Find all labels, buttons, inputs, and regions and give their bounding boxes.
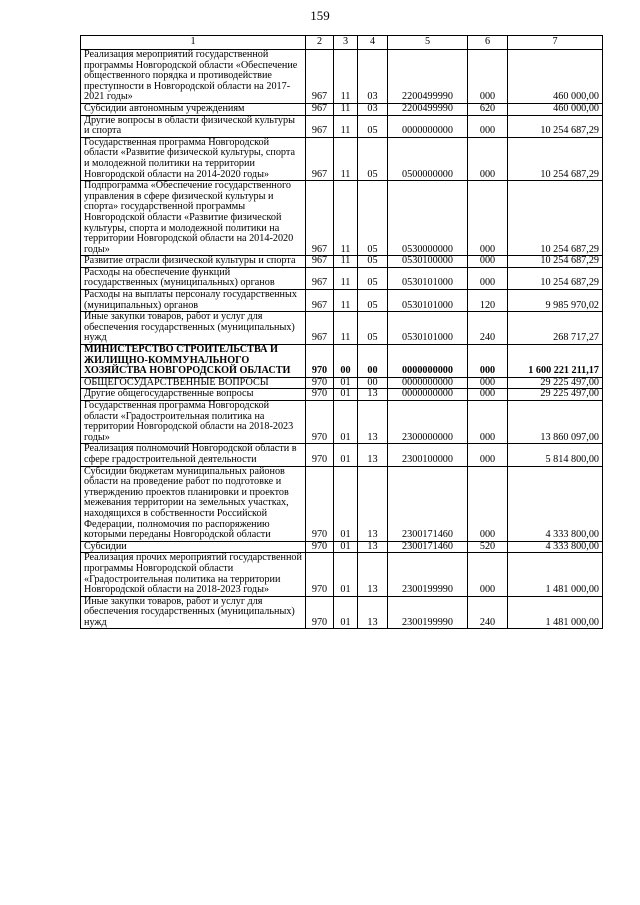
row-description: Другие общегосударственные вопросы: [81, 389, 306, 401]
row-code: 967: [306, 290, 334, 312]
row-section: 11: [334, 267, 358, 289]
column-header: 5: [388, 36, 468, 50]
row-description: Другие вопросы в области физической культуры и спорта: [81, 115, 306, 137]
row-description: Иные закупки товаров, работ и услуг для обеспечения государственных (муниципальных) нужд: [81, 596, 306, 629]
row-subsection: 00: [358, 377, 388, 389]
row-target-article: 2300199990: [388, 553, 468, 596]
table-row: [81, 256, 603, 268]
row-section: 11: [334, 103, 358, 115]
column-header: 6: [468, 36, 508, 50]
row-section: 11: [334, 290, 358, 312]
row-code: 967: [306, 267, 334, 289]
table-row: [81, 553, 603, 596]
table-row: [81, 401, 603, 444]
row-expense-type: 240: [468, 312, 508, 345]
row-subsection: 13: [358, 541, 388, 553]
row-description: Реализация полномочий Новгородской области в сфере градостроительной деятельности: [81, 444, 306, 466]
row-expense-type: 000: [468, 115, 508, 137]
row-amount: 268 717,27: [508, 312, 603, 345]
row-amount: 1 481 000,00: [508, 596, 603, 629]
row-code: 970: [306, 444, 334, 466]
row-subsection: 13: [358, 596, 388, 629]
row-section: 01: [334, 444, 358, 466]
row-amount: 9 985 970,02: [508, 290, 603, 312]
table-row: [81, 345, 603, 378]
row-description: Государственная программа Новгородской области «Градостроительная политика на территории Новгородской области на 2018-2023 годы»: [81, 401, 306, 444]
row-target-article: 0530101000: [388, 290, 468, 312]
row-expense-type: 000: [468, 267, 508, 289]
row-target-article: 0530101000: [388, 267, 468, 289]
row-amount: 10 254 687,29: [508, 256, 603, 268]
row-section: 11: [334, 256, 358, 268]
row-expense-type: 000: [468, 389, 508, 401]
row-amount: 29 225 497,00: [508, 377, 603, 389]
row-target-article: 0000000000: [388, 115, 468, 137]
row-subsection: 05: [358, 312, 388, 345]
column-header: 1: [81, 36, 306, 50]
row-subsection: 13: [358, 553, 388, 596]
column-header: 7: [508, 36, 603, 50]
row-subsection: 03: [358, 50, 388, 104]
row-target-article: 0000000000: [388, 345, 468, 378]
budget-table: [80, 35, 603, 629]
table-row: [81, 596, 603, 629]
row-subsection: 05: [358, 256, 388, 268]
row-expense-type: 000: [468, 50, 508, 104]
row-amount: 1 600 221 211,17: [508, 345, 603, 378]
row-target-article: 2200499990: [388, 103, 468, 115]
table-header-row: [81, 36, 603, 50]
row-expense-type: 000: [468, 377, 508, 389]
row-subsection: 13: [358, 401, 388, 444]
row-code: 967: [306, 256, 334, 268]
row-subsection: 05: [358, 290, 388, 312]
row-section: 11: [334, 137, 358, 180]
row-expense-type: 000: [468, 137, 508, 180]
row-subsection: 13: [358, 444, 388, 466]
row-description: МИНИСТЕРСТВО СТРОИТЕЛЬСТВА И ЖИЛИЩНО-КОММУНАЛЬНОГО ХОЗЯЙСТВА НОВГОРОДСКОЙ ОБЛАСТИ: [81, 345, 306, 378]
row-code: 970: [306, 377, 334, 389]
row-amount: 5 814 800,00: [508, 444, 603, 466]
row-expense-type: 000: [468, 256, 508, 268]
row-expense-type: 520: [468, 541, 508, 553]
row-code: 967: [306, 103, 334, 115]
row-code: 967: [306, 312, 334, 345]
row-expense-type: 000: [468, 181, 508, 256]
table-row: [81, 103, 603, 115]
row-amount: 10 254 687,29: [508, 115, 603, 137]
row-target-article: 2300171460: [388, 541, 468, 553]
row-subsection: 05: [358, 267, 388, 289]
table-row: [81, 444, 603, 466]
table-row: [81, 50, 603, 104]
table-row: [81, 137, 603, 180]
row-expense-type: 620: [468, 103, 508, 115]
row-target-article: 2300171460: [388, 466, 468, 541]
row-description: Подпрограмма «Обеспечение государственного управления в сфере физической культуры и спорта» государственной программы Новгородской области «Развитие физической культуры, спорта и молодежной политики на территории Новгородской области на 2014-2020 годы»: [81, 181, 306, 256]
row-amount: 10 254 687,29: [508, 267, 603, 289]
table-row: [81, 389, 603, 401]
row-code: 967: [306, 50, 334, 104]
row-amount: 4 333 800,00: [508, 466, 603, 541]
column-header: 4: [358, 36, 388, 50]
table-row: [81, 377, 603, 389]
row-section: 11: [334, 181, 358, 256]
row-expense-type: 000: [468, 345, 508, 378]
row-expense-type: 120: [468, 290, 508, 312]
row-expense-type: 240: [468, 596, 508, 629]
row-section: 11: [334, 50, 358, 104]
row-target-article: 0530000000: [388, 181, 468, 256]
row-description: Государственная программа Новгородской области «Развитие физической культуры, спорта и молодежной политики на территории Новгородской области на 2014-2020 годы»: [81, 137, 306, 180]
row-expense-type: 000: [468, 553, 508, 596]
row-amount: 1 481 000,00: [508, 553, 603, 596]
row-subsection: 03: [358, 103, 388, 115]
row-target-article: 0000000000: [388, 377, 468, 389]
row-amount: 4 333 800,00: [508, 541, 603, 553]
row-target-article: 0500000000: [388, 137, 468, 180]
row-section: 11: [334, 312, 358, 345]
table-row: [81, 181, 603, 256]
row-section: 00: [334, 345, 358, 378]
row-description: Субсидии автономным учреждениям: [81, 103, 306, 115]
row-section: 01: [334, 596, 358, 629]
page-number: 159: [310, 8, 330, 23]
row-section: 01: [334, 466, 358, 541]
row-section: 11: [334, 115, 358, 137]
column-header: 3: [334, 36, 358, 50]
row-description: Реализация мероприятий государственной программы Новгородской области «Обеспечение общественного порядка и противодействие преступности в Новгородской области на 2017-2021 годы»: [81, 50, 306, 104]
row-code: 970: [306, 401, 334, 444]
row-code: 970: [306, 389, 334, 401]
row-code: 970: [306, 466, 334, 541]
row-section: 01: [334, 401, 358, 444]
row-subsection: 05: [358, 115, 388, 137]
row-code: 970: [306, 541, 334, 553]
row-expense-type: 000: [468, 444, 508, 466]
table-row: [81, 541, 603, 553]
row-description: Развитие отрасли физической культуры и спорта: [81, 256, 306, 268]
row-section: 01: [334, 541, 358, 553]
row-code: 967: [306, 115, 334, 137]
column-header: 2: [306, 36, 334, 50]
row-description: Субсидии бюджетам муниципальных районов области на проведение работ по подготовке и утверждению проектов планировки и проектов межевания территории на земельных участках, находящихся в собственности Российской Федерации, полномочия по распоряжению которыми переданы Новгородской области: [81, 466, 306, 541]
row-code: 967: [306, 181, 334, 256]
row-subsection: 00: [358, 345, 388, 378]
row-target-article: 2300000000: [388, 401, 468, 444]
row-code: 970: [306, 596, 334, 629]
row-amount: 460 000,00: [508, 103, 603, 115]
row-code: 970: [306, 345, 334, 378]
row-description: Расходы на выплаты персоналу государственных (муниципальных) органов: [81, 290, 306, 312]
row-target-article: 2300100000: [388, 444, 468, 466]
row-target-article: 0000000000: [388, 389, 468, 401]
row-description: Иные закупки товаров, работ и услуг для обеспечения государственных (муниципальных) нужд: [81, 312, 306, 345]
row-description: Расходы на обеспечение функций государственных (муниципальных) органов: [81, 267, 306, 289]
table-row: [81, 466, 603, 541]
row-target-article: 0530101000: [388, 312, 468, 345]
row-amount: 10 254 687,29: [508, 181, 603, 256]
row-subsection: 05: [358, 137, 388, 180]
row-target-article: 0530100000: [388, 256, 468, 268]
row-expense-type: 000: [468, 466, 508, 541]
row-description: Реализация прочих мероприятий государственной программы Новгородской области «Градостроительная политика на территории Новгородской области на 2018-2023 годы»: [81, 553, 306, 596]
row-subsection: 13: [358, 389, 388, 401]
table-row: [81, 312, 603, 345]
row-description: ОБЩЕГОСУДАРСТВЕННЫЕ ВОПРОСЫ: [81, 377, 306, 389]
row-subsection: 05: [358, 181, 388, 256]
row-amount: 13 860 097,00: [508, 401, 603, 444]
table-body: [81, 50, 603, 629]
row-section: 01: [334, 553, 358, 596]
row-target-article: 2200499990: [388, 50, 468, 104]
table-row: [81, 267, 603, 289]
row-subsection: 13: [358, 466, 388, 541]
row-section: 01: [334, 377, 358, 389]
row-code: 967: [306, 137, 334, 180]
table-row: [81, 290, 603, 312]
row-expense-type: 000: [468, 401, 508, 444]
row-description: Субсидии: [81, 541, 306, 553]
row-target-article: 2300199990: [388, 596, 468, 629]
row-amount: 10 254 687,29: [508, 137, 603, 180]
row-amount: 29 225 497,00: [508, 389, 603, 401]
row-amount: 460 000,00: [508, 50, 603, 104]
row-code: 970: [306, 553, 334, 596]
table-row: [81, 115, 603, 137]
row-section: 01: [334, 389, 358, 401]
